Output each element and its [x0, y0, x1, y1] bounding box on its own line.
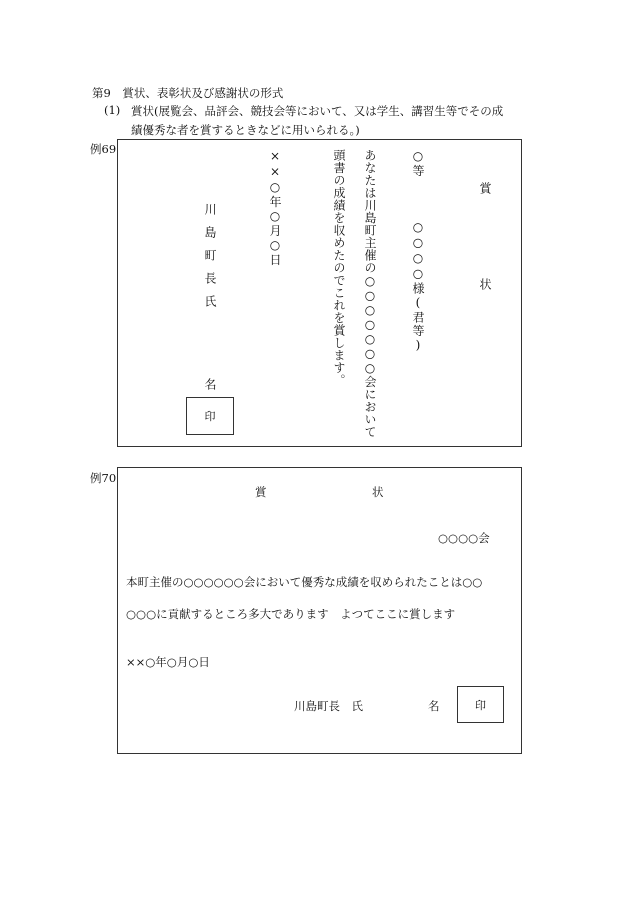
certificate-vertical-frame	[117, 139, 522, 447]
certificate-title-1: 賞	[478, 182, 492, 196]
name-label: 名	[428, 699, 440, 713]
certificate-title-1: 賞	[255, 485, 267, 499]
body-line-1: あなたは川島町主催の○○○○○○○会において	[363, 149, 377, 438]
seal-box	[186, 397, 234, 435]
item-number: (1)	[104, 103, 121, 117]
seal-box	[457, 686, 504, 723]
body-line-2: 頭書の成績を収めたのでこれを賞します。	[332, 149, 346, 387]
certificate-title-2: 状	[478, 278, 492, 292]
recipient-name: ○○○○様(君等)	[411, 220, 425, 354]
item-description-line-1: 賞状(展覧会、品評会、競技会等において、又は学生、講習生等でその成	[131, 104, 504, 118]
body-line-2: ○○○に貢献するところ多大であります よつてここに賞します	[126, 607, 456, 621]
issue-date: ××○年○月○日	[126, 655, 210, 669]
issuer-title: 川島町長氏	[203, 203, 217, 318]
example-70-label: 例70	[90, 471, 117, 485]
seal-mark: 印	[475, 698, 486, 712]
name-label: 名	[203, 378, 217, 392]
seal-mark: 印	[204, 410, 216, 423]
example-69-label: 例69	[90, 142, 117, 156]
item-description-line-2: 績優秀な者を賞するときなどに用いられる。)	[131, 123, 360, 137]
certificate-title-2: 状	[372, 485, 384, 499]
body-line-1: 本町主催の○○○○○○会において優秀な成績を収められたことは○○	[126, 575, 483, 589]
section-heading: 第9 賞状、表彰状及び感謝状の形式	[92, 86, 284, 100]
rank: ○等	[411, 149, 425, 178]
issuer-title: 川島町長 氏	[294, 699, 363, 713]
certificate-horizontal-frame	[117, 467, 522, 754]
issue-date: ××○年○月○日	[268, 149, 282, 267]
recipient-name: ○○○○会	[438, 531, 490, 545]
